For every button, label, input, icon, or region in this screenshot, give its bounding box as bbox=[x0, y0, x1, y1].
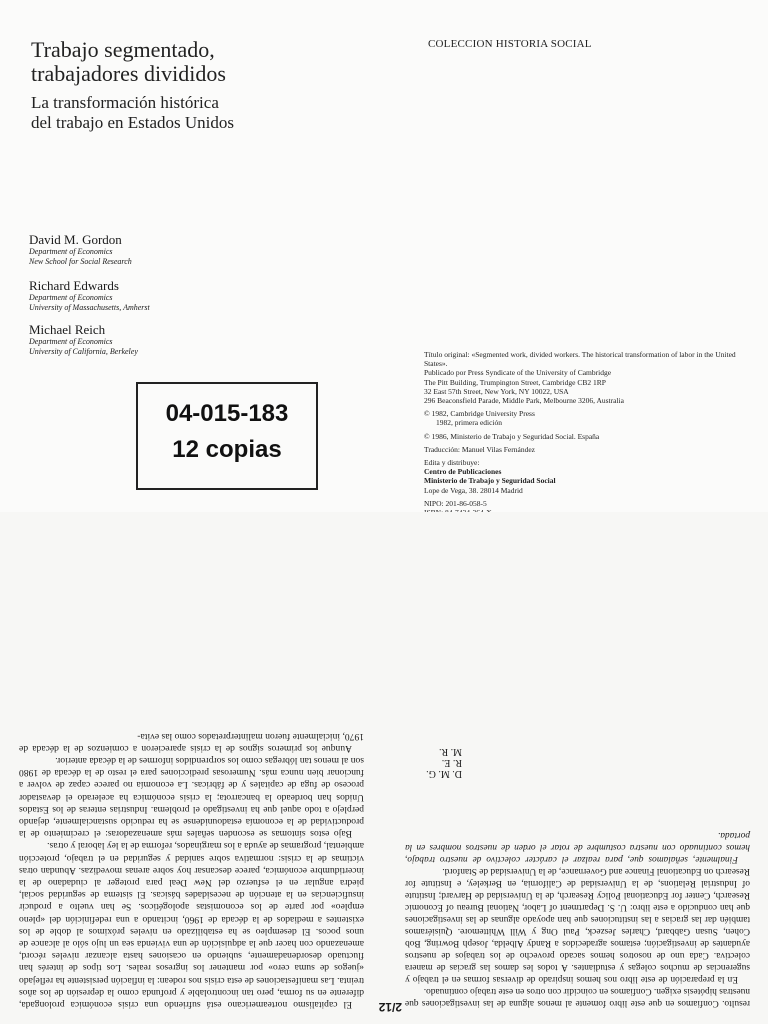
rotated-content bbox=[0, 512, 768, 1024]
paragraph: Bajo estos síntomas se esconden señales más amenazadoras: el crecimiento de la productividad de la economía estadounidense se ha reducido sustancialmente, dejando perplejo a todo aquel que ha investigado el problema. Industrias enteras de los Estados Unidos han bordeado la bancarrota; la crisis económica ha acelerado el devastador proceso de fuga de capitales y de fábricas. La economía no parece capaz de volver a funcionar bien nunca más. Numerosas predicciones para el resto de la década de 1980 son al menos tan lóbregas como los sorprendidos informes de la década anterior. bbox=[19, 754, 364, 840]
author-block bbox=[29, 323, 138, 357]
paragraph: En la preparación de este libro nos hemos inspirado de diversas formas en el trabajo y sugerencias de muchos colegas y estudiantes. A todos les damos las gracias de manera colectiva. Cada uno de nosotros hemos sacado provecho de los trabajos de nuestros ayudantes de investigación; estamos agradecidos a Randy Albelda, Joseph Bowring, Bob Cohen, Susan Gabbard, Charles Jeszeck, Paul Ong y Will Whittemore. Quisiéramos también dar las gracias a las instituciones que han apoyado algunas de las investigaciones que han conducido a este libro: U. S. Department of Labor, National Bureau of Economic Research, Center for Educational Policy Research, de la Universidad de Harvard; Institute of Industrial Relations, de la Universidad de California, en Berkeley, e Institute for Research on Educational Finance and Governance, de la Universidad de Stanford. bbox=[405, 866, 750, 984]
book-title bbox=[31, 38, 226, 86]
library-stamp bbox=[136, 382, 318, 490]
copyright-line: © 1986, Ministerio de Trabajo y Seguridad Social. España bbox=[424, 431, 600, 441]
copyright-line: 1982, primera edición bbox=[436, 418, 503, 428]
stamp-copies: 12 copias bbox=[172, 436, 282, 463]
book-subtitle bbox=[31, 93, 234, 133]
title-line: Trabajo segmentado, bbox=[31, 37, 215, 62]
author-name: Michael Reich bbox=[29, 322, 106, 337]
publisher-line: 296 Beaconsfield Parade, Middle Park, Melbourne 3206, Australia bbox=[424, 396, 624, 406]
page-number: 2/12 bbox=[378, 1000, 402, 1014]
initials-line: M. R. bbox=[438, 746, 462, 757]
author-name: Richard Edwards bbox=[29, 278, 119, 293]
publisher-line: 32 East 57th Street, New York, NY 10022, USA bbox=[424, 386, 569, 396]
author-institution: University of California, Berkeley bbox=[29, 347, 138, 356]
publisher-line: Publicado por Press Syndicate of the University of Cambridge bbox=[424, 368, 612, 378]
code-line: NIPO: 201-86-058-5 bbox=[424, 498, 487, 508]
distributor-line: Edita y distribuye: bbox=[424, 458, 480, 468]
original-title: Título original: «Segmented work, divided workers. The historical transformation of labor in the United States». bbox=[424, 350, 736, 369]
author-department: Department of Economics bbox=[29, 247, 113, 256]
subtitle-line: La transformación histórica bbox=[31, 93, 219, 112]
distributor-line: Centro de Publicaciones bbox=[424, 467, 502, 477]
subtitle-line: del trabajo en Estados Unidos bbox=[31, 113, 235, 132]
publisher-line: The Pitt Building, Trumpington Street, Cambridge CB2 1RP bbox=[424, 377, 606, 387]
author-institution: University of Massachusetts, Amherst bbox=[29, 303, 150, 312]
paragraph: El capitalismo norteamericano está sufriendo una crisis económica prolongada, diferente en su forma, pero tan incontrolable y profunda como la depresión de los años treinta. Las manifestaciones de esta crisis nos rodean: la inflación persistente ha reflejado «juegos de suma cero» por mantener los ingresos reales. Los tipos de interés han fluctuado desordenadamente, subiendo en ocasiones hasta alcanzar niveles récord, amenazando con hacer que la adquisición de una vivienda sea un lujo sólo al alcance de unos pocos. El desempleo se ha estabilizado en niveles próximos al doble de los existentes a mediados de la década de 1960, incitando a una redefinición del «pleno empleo» por parte de los economistas apologéticos. Se han vuelto a producir insuficiencias en la atención de necesidades básicas. El sistema de seguridad social, piedra angular en el esfuerzo del New Deal para proteger al ciudadano de la incertidumbre económica, parece descansar hoy sobre arenas movedizas. Abundan otras víctimas de la crisis: normativa sobre sanidad y seguridad en el trabajo, protección ambiental, programas de ayuda a los marginados, reforma de la ley laboral y otras. bbox=[19, 840, 364, 1010]
rotated-spread bbox=[0, 512, 768, 1024]
author-block bbox=[29, 279, 150, 313]
author-name: David M. Gordon bbox=[29, 232, 122, 247]
series-name: COLECCION HISTORIA SOCIAL bbox=[428, 38, 592, 50]
initials-line: R. E. bbox=[441, 757, 462, 768]
copyright-line: © 1982, Cambridge University Press bbox=[424, 409, 535, 419]
paragraph: Finalmente, señalamos que, para realzar el carácter colectivo de nuestro trabajo, hemos continuado con nuestra costumbre de rotar el orden de nuestros nombres en la portada. bbox=[405, 830, 750, 864]
author-initials bbox=[426, 746, 462, 779]
author-institution: New School for Social Research bbox=[29, 257, 132, 266]
author-department: Department of Economics bbox=[29, 337, 113, 346]
distributor-line: Ministerio de Trabajo y Seguridad Social bbox=[424, 476, 556, 486]
acknowledgements-column bbox=[405, 829, 750, 1009]
author-block bbox=[29, 233, 132, 267]
author-department: Department of Economics bbox=[29, 293, 113, 302]
stamp-code: 04-015-183 bbox=[165, 400, 289, 427]
initials-line: D. M. G. bbox=[426, 768, 462, 779]
translation-line: Traducción: Manuel Vilas Fernández bbox=[424, 444, 535, 454]
distributor-line: Lope de Vega, 38. 28014 Madrid bbox=[424, 485, 523, 495]
paragraph: Aunque los primeros signos de la crisis aparecieron a comienzos de la década de 1970, inicialmente fueron malinterpretados como las evita- bbox=[19, 730, 364, 754]
title-line: trabajadores divididos bbox=[31, 61, 226, 86]
paragraph: resulto. Confiamos en que este libro fomente al menos alguna de las investigaciones que nuestras hipótesis exigen. Confiamos en coincidir con otros en este trabajo continuado. bbox=[405, 986, 750, 1008]
introduction-column bbox=[19, 729, 364, 1010]
